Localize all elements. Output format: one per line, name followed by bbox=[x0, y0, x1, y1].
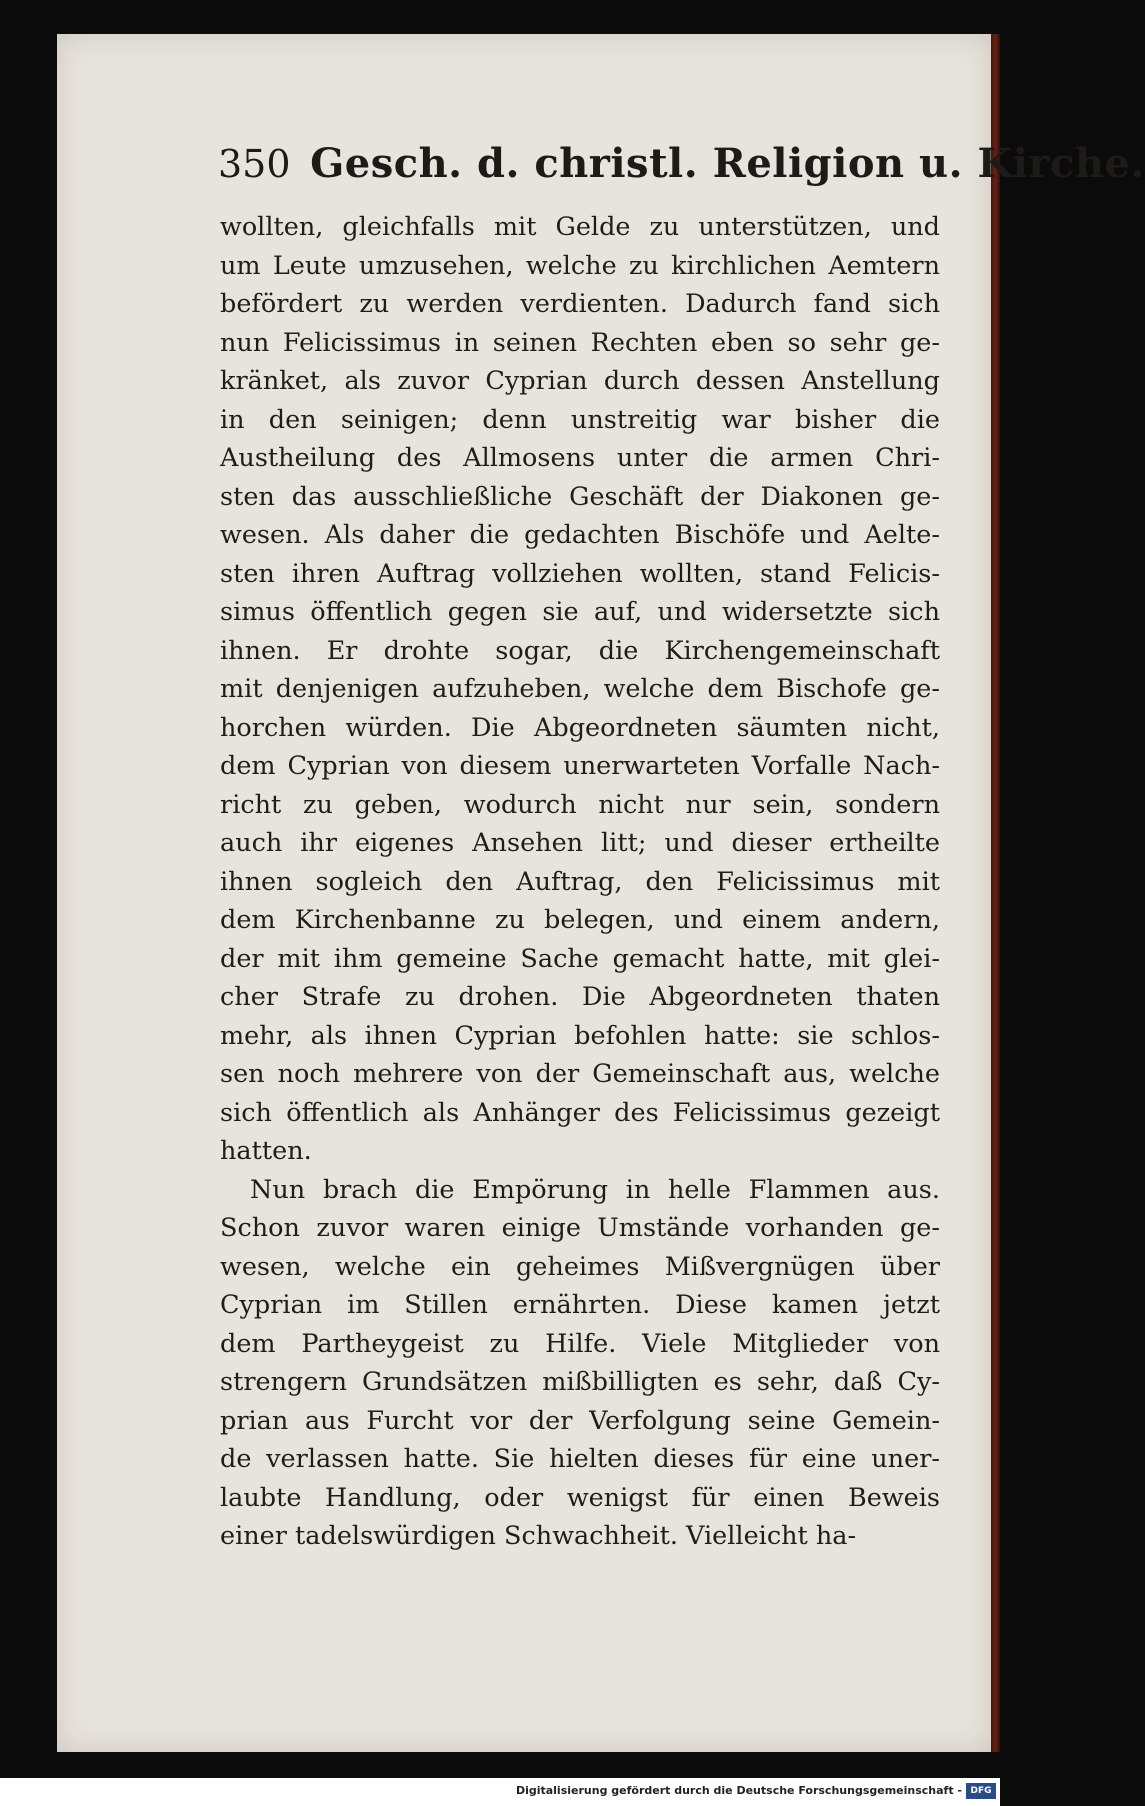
text-line: sich öffentlich als Anhänger des Felicissimus gezeigt bbox=[220, 1097, 940, 1128]
text-line: nun Felicissimus in seinen Rechten eben so sehr ge- bbox=[220, 327, 940, 358]
text-line: sten das ausschließliche Geschäft der Diakonen ge- bbox=[220, 481, 940, 512]
text-line: wesen, welche ein geheimes Mißvergnügen über bbox=[220, 1251, 940, 1282]
text-line: auch ihr eigenes Ansehen litt; und dieser ertheilte bbox=[220, 828, 940, 858]
text-line: richt zu geben, wodurch nicht nur sein, sondern bbox=[220, 789, 940, 820]
text-line: mehr, als ihnen Cyprian befohlen hatte: sie schlos- bbox=[220, 1020, 940, 1051]
text-line: laubte Handlung, oder wenigst für einen Beweis bbox=[220, 1482, 940, 1513]
text-line: befördert zu werden verdienten. Dadurch fand sich bbox=[220, 289, 940, 319]
text-line: ihnen sogleich den Auftrag, den Felicissimus mit bbox=[220, 866, 940, 897]
text-line: wesen. Als daher die gedachten Bischöfe und Aelte- bbox=[220, 520, 940, 550]
text-line: sen noch mehrere von der Gemeinschaft aus, welche bbox=[220, 1059, 940, 1089]
text-line: de verlassen hatte. Sie hielten dieses für eine uner- bbox=[220, 1444, 940, 1474]
digitization-footer bbox=[0, 1778, 1000, 1806]
text-line: wollten, gleichfalls mit Gelde zu unterstützen, und bbox=[220, 212, 940, 242]
running-title: Gesch. d. christl. Religion u. Kirche. bbox=[310, 140, 1145, 187]
digitization-credit: Digitalisierung gefördert durch die Deutsche Forschungsgemeinschaft - bbox=[515, 1784, 962, 1797]
text-line: in den seinigen; denn unstreitig war bisher die bbox=[220, 404, 940, 435]
text-line: Cyprian im Stillen ernährten. Diese kamen jetzt bbox=[220, 1290, 940, 1320]
text-line: simus öffentlich gegen sie auf, und widersetzte sich bbox=[220, 597, 940, 627]
text-line: ihnen. Er drohte sogar, die Kirchengemeinschaft bbox=[220, 635, 940, 666]
text-line: kränket, als zuvor Cyprian durch dessen Anstellung bbox=[220, 366, 940, 396]
text-line: Schon zuvor waren einige Umstände vorhanden ge- bbox=[220, 1213, 940, 1243]
page-number: 350 bbox=[218, 142, 291, 186]
text-line: einer tadelswürdigen Schwachheit. Vielleicht ha- bbox=[220, 1521, 857, 1551]
text-line: dem Kirchenbanne zu belegen, und einem andern, bbox=[220, 905, 940, 935]
text-line: cher Strafe zu drohen. Die Abgeordneten thaten bbox=[220, 982, 940, 1012]
text-line: Austheilung des Allmosens unter die armen Chri- bbox=[220, 443, 940, 473]
text-line: sten ihren Auftrag vollziehen wollten, stand Felicis- bbox=[220, 558, 940, 589]
text-line: prian aus Furcht vor der Verfolgung seine Gemein- bbox=[220, 1405, 940, 1436]
text-line: strengern Grundsätzen mißbilligten es sehr, daß Cy- bbox=[220, 1367, 940, 1397]
text-line: um Leute umzusehen, welche zu kirchlichen Aemtern bbox=[220, 250, 940, 281]
text-line: Nun brach die Empörung in helle Flammen aus. bbox=[250, 1174, 940, 1205]
text-line: der mit ihm gemeine Sache gemacht hatte, mit glei- bbox=[220, 943, 940, 974]
text-line: dem Partheygeist zu Hilfe. Viele Mitglieder von bbox=[220, 1328, 940, 1359]
book-spine-edge bbox=[991, 34, 1000, 1752]
dfg-logo-icon: DFG bbox=[966, 1783, 996, 1799]
text-line: dem Cyprian von diesem unerwarteten Vorfalle Nach- bbox=[220, 751, 940, 781]
text-line: hatten. bbox=[220, 1136, 312, 1166]
page-header bbox=[218, 140, 1145, 200]
text-line: mit denjenigen aufzuheben, welche dem Bischofe ge- bbox=[220, 674, 940, 704]
text-line: horchen würden. Die Abgeordneten säumten nicht, bbox=[220, 712, 940, 743]
body-text bbox=[220, 208, 940, 1556]
